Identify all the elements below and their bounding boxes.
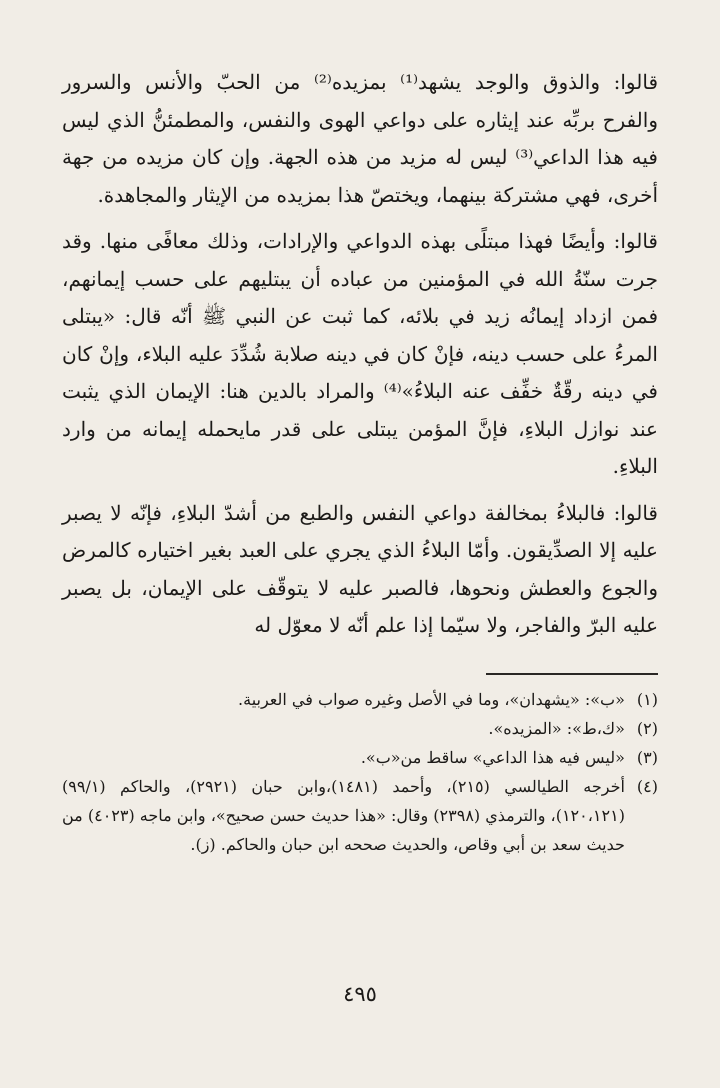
- footnote-number: (٤): [636, 776, 658, 796]
- footnote-text: «ليس فيه هذا الداعي» ساقط من«ب».: [360, 747, 625, 767]
- footnote-1: [62, 685, 658, 714]
- footnote-2: [62, 714, 658, 743]
- footnote-number: (٣): [636, 747, 658, 767]
- footnote-number: (٢): [636, 718, 658, 738]
- paragraph-1: قالوا: والذوق والوجد يشهد⁽¹⁾ بمزيده⁽²⁾ من الحبّ والأنس والسرور والفرح بربِّه عند إيثاره على دواعي الهوى والنفس، والمطمئنُّ الذي ليس فيه هذا الداعي⁽³⁾ ليس له مزيد من هذه الجهة. وإن كان مزيده من جهة أخرى، فهي مشتركة بينهما، ويختصّ هذا بمزيده من الإيثار والمجاهدة.: [62, 70, 659, 207]
- paragraph-3: قالوا: فالبلاءُ بمخالفة دواعي النفس والطبع من أشدّ البلاءِ، فإنّه لا يصبر عليه إلا الصدِّيقون. وأمّا البلاءُ الذي يجري على العبد بغير اختياره كالمرض والجوع والعطش ونحوها، فالصبر عليه لا يتوقّف على الإيمان، بل يصبر عليه البرّ والفاجر، ولا سيّما إذا علم أنّه لا معوّل له: [62, 500, 658, 637]
- footnote-text: «ب»: «يشهدان»، وما في الأصل وغيره صواب في العربية.: [238, 689, 625, 709]
- main-text: [62, 64, 658, 645]
- paragraph-2: قالوا: وأيضًا فهذا مبتلًى بهذه الدواعي والإرادات، وذلك معافًى منها. وقد جرت سنّةُ الله في المؤمنين من عباده أن يبتليهم على حسب إيمانهم، فمن ازداد إيمانُه زيد في بلائه، كما ثبت عن النبي ﷺ أنّه قال: «يبتلى المرءُ على حسب دينه، فإنْ كان في دينه صلابة شُدِّدَ عليه البلاء، وإنْ كان في دينه رقّةٌ خفِّف عنه البلاءُ»⁽⁴⁾ والمراد بالدين هنا: الإيمان الذي يثبت عند نوازل البلاءِ، فإنَّ المؤمن يبتلى على قدر مايحمله إيمانه من وارد البلاءِ.: [62, 229, 658, 478]
- footnote-text: «ك،ط»: «المزيده».: [488, 718, 625, 738]
- footnote-text: أخرجه الطيالسي (٢١٥)، وأحمد (١٤٨١)،وابن حبان (٢٩٢١)، والحاكم (٩٩/١) (١٢٠،١٢١)، والترمذي (٢٣٩٨) وقال: «هذا حديث حسن صحيح»، وابن ماجه (٤٠٢٣) من حديث سعد بن أبي وقاص، والحديث صححه ابن حبان والحاكم. (ز).: [62, 776, 625, 854]
- footnote-number: (١): [636, 689, 658, 709]
- footnote-3: [62, 743, 658, 772]
- footnote-4: [62, 772, 658, 859]
- footnote-divider: [486, 673, 658, 675]
- footnotes: [62, 685, 658, 859]
- page-number: ٤٩٥: [343, 982, 377, 1006]
